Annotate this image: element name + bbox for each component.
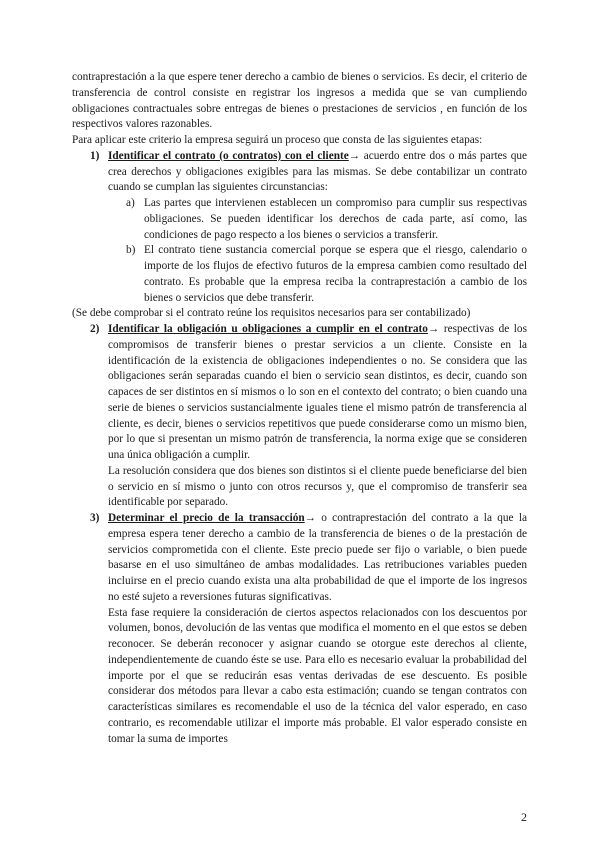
step-body: → respectivas de los compromisos de transferir bienes o prestar servicios a un cliente. Consiste en la identificación de la existencia de obligaciones independientes o no. Se considera que las obligaciones serán separadas cuando el bien o servicio sean distintos, es decir, cuando son capaces de ser distintos en sí mismos o lo son en el contexto del contrato; o bien cuando una serie de bienes o servicios sustancialmente iguales tiene el mismo patrón de transferencia al cliente, es decir, bienes o servicios repetitivos que puede considerarse como un mismo bien, por lo que si presentan un mismo patrón de transferencia, la norma exige que se consideren una única obligación a cumplir. (108, 323, 527, 461)
step-3 (72, 511, 527, 747)
step-number: 3) (90, 512, 100, 524)
step-extra: La resolución considera que dos bienes son distintos si el cliente puede beneficiarse del bien o servicio en sí mismo o junto con otros recursos y, que el compromiso de transferir sea identificable por separado. (108, 464, 527, 509)
step-paragraph (108, 322, 527, 464)
page-number: 2 (521, 810, 527, 824)
step-number: 2) (90, 323, 100, 335)
body-text (72, 70, 527, 747)
intro-paragraph: contraprestación a la que espere tener derecho a cambio de bienes o servicios. Es decir, el criterio de transferencia de control consiste en registrar los ingresos a medida que se van cumpliendo obligaciones contractuales sobre entregas de bienes o prestaciones de servicios , en función de los respectivos valores razonables. (72, 71, 527, 131)
step-extra: Esta fase requiere la consideración de ciertos aspectos relacionados con los descuentos por volumen, bonos, devolución de las ventas que modifica el momento en el que estos se deben reconocer. Se deberán reconocer y asignar cuando se otorgue este derechos al cliente, independientemente de cuando éste se use. Para ello es necesario evaluar la probabilidad del importe por el que se reducirán esas ventas derivadas de ese descuento. Es posible considerar dos métodos para llevar a cabo esta estimación; cuando se tengan contratos con características similares es recomendable el uso de la técnica del valor esperado, en caso contrario, es recomendable utilizar el importe más probable. El valor esperado consiste en tomar la suma de importes (108, 606, 527, 745)
step-2 (72, 322, 527, 511)
contract-note: (Se debe comprobar si el contrato reúne los requisitos necesarios para ser contabilizado) (72, 307, 471, 320)
condition-text: El contrato tiene sustancia comercial porque se espera que el riesgo, calendario o importe de los flujos de efectivo futuros de la empresa cambien como resultado del contrato. Es probable que la empresa reciba la contraprestación a cambio de los bienes o servicios que debe transferir. (144, 244, 527, 304)
condition-b (72, 243, 527, 306)
step-title: Identificar el contrato (o contratos) con el cliente (108, 149, 349, 162)
condition-a (72, 196, 527, 243)
process-intro: Para aplicar este criterio la empresa seguirá un proceso que consta de las siguientes etapas: (72, 134, 483, 146)
step-title: Identificar la obligación u obligaciones a cumplir en el contrato (108, 323, 428, 335)
condition-text: Las partes que intervienen establecen un compromiso para cumplir sus respectivas obligaciones. Se pueden identificar los derechos de cada parte, así como, las condiciones de pago respecto a los bienes o servicios a transferir. (144, 197, 527, 241)
step-body: → o contraprestación del contrato a la que la empresa espera tener derecho a cambio de la transferencia de bienes o de la prestación de servicios comprometida con el cliente. Este precio puede ser fijo o variable, o bien puede basarse en el uso simultáneo de ambas modalidades. Las retribuciones variables pueden incluirse en el precio cuando exista una alta probabilidad de que el importe de los ingresos no esté sujeto a reversiones futuras significativas. (108, 512, 527, 603)
step-paragraph (108, 149, 527, 196)
step-1 (72, 149, 527, 196)
condition-letter: b) (126, 244, 136, 257)
step-paragraph (108, 511, 527, 606)
step-title: Determinar el precio de la transacción (108, 512, 305, 524)
step-number: 1) (90, 149, 100, 162)
condition-letter: a) (126, 197, 135, 209)
step-body: → acuerdo entre dos o más partes que crea derechos y obligaciones exigibles para las mismas. Se debe contabilizar un contrato cuando se cumplan las siguientes circunstancias: (108, 149, 528, 194)
